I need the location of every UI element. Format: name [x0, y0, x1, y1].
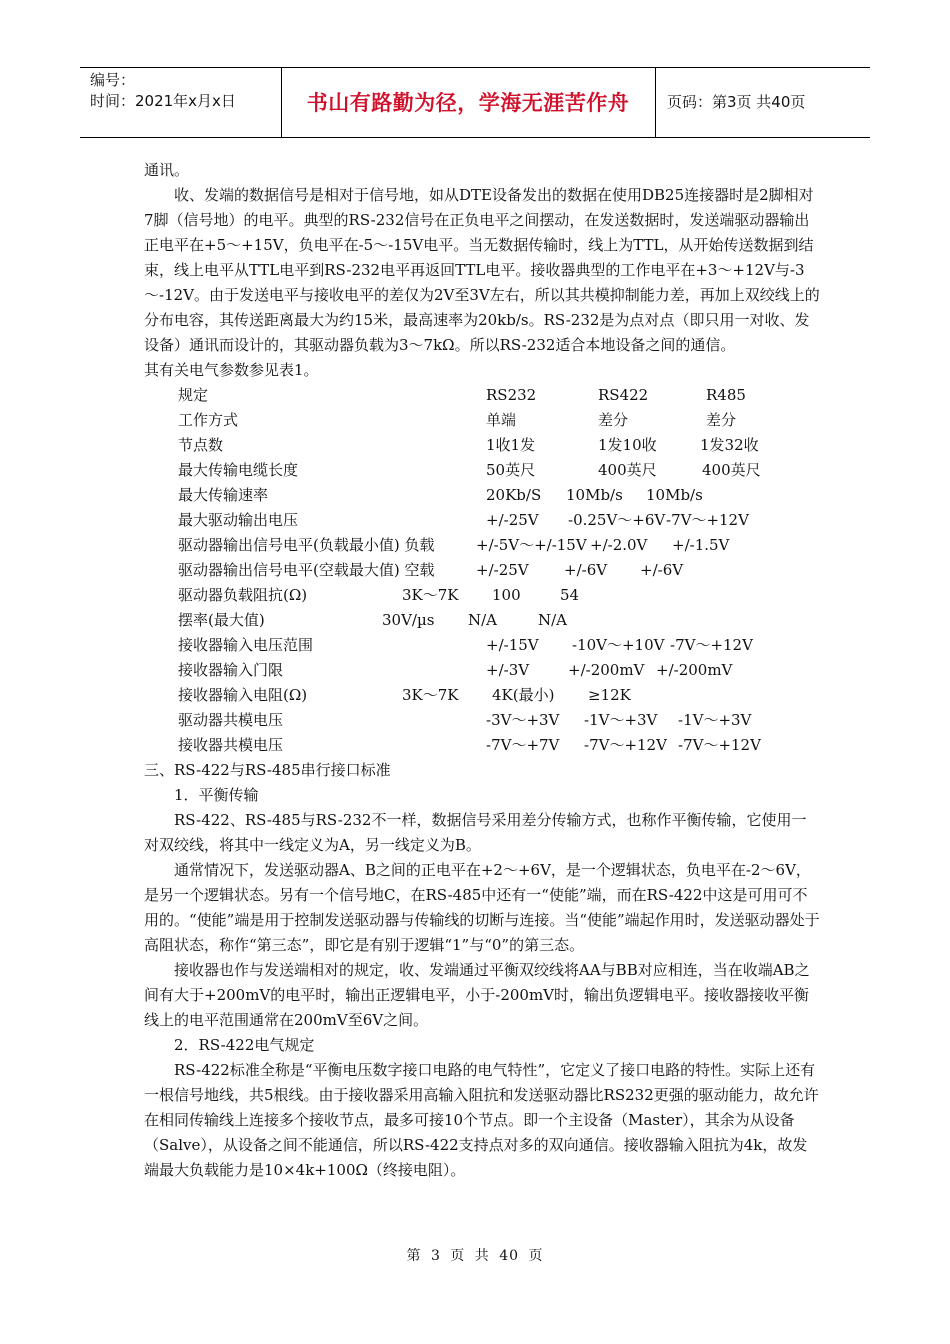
rs422-value: -7V～+12V [584, 736, 667, 754]
rs232-value: -3V～+3V [486, 711, 560, 729]
parameter-name: 接收器输入电阻(Ω) [178, 686, 308, 704]
table-row [144, 608, 844, 633]
rs422-value: 400英尺 [598, 461, 657, 479]
rs422-value: -1V～+3V [584, 711, 658, 729]
rs485-value: 1发32收 [700, 436, 759, 454]
table-row [144, 708, 844, 733]
header-meta [90, 70, 236, 112]
paragraph: RS-422、RS-485与RS-232不一样，数据信号采用差分传输方式，也称作平衡传输，它使用一对双绞线，将其中一线定义为A，另一线定义为B。 [144, 811, 807, 854]
parameter-name: 驱动器负载阻抗(Ω) [178, 586, 308, 604]
table-row [144, 658, 844, 683]
table-row [144, 733, 844, 758]
table-row [144, 558, 844, 583]
table-row [144, 533, 844, 558]
paragraph: 其有关电气参数参见表1。 [144, 361, 319, 379]
paragraph: 收、发端的数据信号是相对于信号地，如从DTE设备发出的数据在使用DB25连接器时是2脚相对7脚（信号地）的电平。典型的RS-232信号在正负电平之间摆动，在发送数据时，发送端驱动器输出正电平在+5～+15V，负电平在-5～-15V电平。当无数据传输时，线上为TTL，从开始传送数据到结束，线上电平从TTL电平到RS-232电平再返回TTL电平。接收器典型的工作电平在+3～+12V与-3～-12V。由于发送电平与接收电平的差仅为2V至3V左右，所以其共模抑制能力差，再加上双绞线上的分布电容，其传送距离最大为约15米，最高速率为20kb/s。RS-232是为点对点（即只用一对收、发设备）通讯而设计的，其驱动器负载为3～7kΩ。所以RS-232适合本地设备之间的通信。 [144, 186, 820, 354]
rs485-value: -7V～+12V [666, 511, 749, 529]
paragraph: 通常情况下，发送驱动器A、B之间的正电平在+2～+6V，是一个逻辑状态，负电平在-2～6V，是另一个逻辑状态。另有一个信号地C，在RS-485中还有一“使能”端，而在RS-422中这是可用可不用的。“使能”端是用于控制发送驱动器与传输线的切断与连接。当“使能”端起作用时，发送驱动器处于高阻状态，称作“第三态”，即它是有别于逻辑“1”与“0”的第三态。 [144, 861, 820, 954]
table-row [144, 383, 844, 408]
parameter-name: 接收器输入门限 [178, 661, 284, 679]
rs232-value: +/-3V [486, 661, 530, 679]
parameter-name: 驱动器输出信号电平(空载最大值) 空载 [178, 561, 435, 579]
header-page-number: 页码：第3页 共40页 [667, 93, 806, 111]
rs422-value: 100 [492, 586, 521, 604]
rs232-value: -7V～+7V [486, 736, 560, 754]
rs422-value: -0.25V～+6V [568, 511, 666, 529]
rs232-value: 单端 [486, 411, 517, 429]
rs232-value: +/-25V [476, 561, 529, 579]
rs485-value: +/-1.5V [672, 536, 730, 554]
page-footer: 第 3 页 共 40 页 [406, 1248, 544, 1264]
rs232-value: +/-15V [486, 636, 539, 654]
rs485-value: 差分 [706, 411, 737, 429]
rs485-value: 54 [560, 586, 580, 604]
subsection-heading: 2．RS-422电气规定 [174, 1036, 315, 1054]
rs485-value: 10Mb/s [646, 486, 703, 504]
parameter-name: 规定 [178, 386, 209, 404]
parameter-name: 接收器共模电压 [178, 736, 284, 754]
table-row [144, 433, 844, 458]
parameter-name: 工作方式 [178, 411, 239, 429]
rs485-value: -7V～+12V [670, 636, 753, 654]
parameter-name: 最大传输电缆长度 [178, 461, 299, 479]
header-motto: 书山有路勤为径，学海无涯苦作舟 [306, 91, 630, 115]
rs485-value: +/-6V [640, 561, 684, 579]
rs422-value: -10V～+10V [572, 636, 665, 654]
table-row [144, 408, 844, 433]
parameter-name: 驱动器共模电压 [178, 711, 284, 729]
parameter-name: 摆率(最大值) [178, 611, 265, 629]
paragraph: 通讯。 [144, 161, 190, 179]
rs485-value: -7V～+12V [678, 736, 761, 754]
document-number-label: 编号： [90, 71, 136, 89]
section-heading: 三、RS-422与RS-485串行接口标准 [144, 761, 391, 779]
rs232-value: 50英尺 [486, 461, 536, 479]
table-row [144, 508, 844, 533]
rs232-value: 20Kb/S [486, 486, 542, 504]
rs422-value: N/A [468, 611, 498, 629]
subsection-heading: 1．平衡传输 [174, 786, 259, 804]
parameter-name: 最大传输速率 [178, 486, 269, 504]
rs422-value: 差分 [598, 411, 629, 429]
rs422-value: +/-200mV [568, 661, 645, 679]
rs485-value: N/A [538, 611, 568, 629]
rs422-value: +/-2.0V [590, 536, 648, 554]
rs232-value: RS232 [486, 386, 537, 404]
rs232-value: 1收1发 [486, 436, 536, 454]
paragraph: 接收器也作与发送端相对的规定，收、发端通过平衡双绞线将AA与BB对应相连，当在收端AB之间有大于+200mV的电平时，输出正逻辑电平，小于-200mV时，输出负逻辑电平。接收器接收平衡线上的电平范围通常在200mV至6V之间。 [144, 961, 810, 1029]
document-body [144, 158, 820, 1183]
table-row [144, 458, 844, 483]
rs422-value: +/-6V [564, 561, 608, 579]
rs485-value: +/-200mV [656, 661, 733, 679]
rs422-value: 4K(最小) [492, 686, 555, 704]
parameter-name: 最大驱动输出电压 [178, 511, 299, 529]
parameter-name: 节点数 [178, 436, 224, 454]
rs232-value: 30V/µs [382, 611, 435, 629]
table-row [144, 483, 844, 508]
rs485-value: -1V～+3V [678, 711, 752, 729]
rs422-value: 10Mb/s [566, 486, 623, 504]
paragraph: RS-422标准全称是“平衡电压数字接口电路的电气特性”，它定义了接口电路的特性。实际上还有一根信号地线，共5根线。由于接收器采用高输入阻抗和发送驱动器比RS232更强的驱动能力，故允许在相同传输线上连接多个接收节点，最多可接10个节点。即一个主设备（Master），其余为从设备（Salve），从设备之间不能通信，所以RS-422支持点对多的双向通信。接收器输入阻抗为4k，故发端最大负载能力是10×4k+100Ω（终接电阻）。 [144, 1061, 819, 1179]
document-date-label: 时间：2021年x月x日 [90, 92, 236, 110]
rs485-value: ≥12K [588, 686, 631, 704]
rs232-value: 3K～7K [402, 586, 459, 604]
page-header [80, 67, 870, 138]
rs422-value: 1发10收 [598, 436, 657, 454]
rs485-value: R485 [706, 386, 746, 404]
header-divider [655, 68, 656, 137]
table-row [144, 633, 844, 658]
electrical-parameter-table [144, 383, 820, 758]
parameter-name: 驱动器输出信号电平(负载最小值) 负载 [178, 536, 435, 554]
rs485-value: 400英尺 [702, 461, 761, 479]
rs232-value: 3K～7K [402, 686, 459, 704]
rs422-value: RS422 [598, 386, 649, 404]
table-row [144, 583, 844, 608]
table-row [144, 683, 844, 708]
rs232-value: +/-5V～+/-15V [476, 536, 587, 554]
rs232-value: +/-25V [486, 511, 539, 529]
parameter-name: 接收器输入电压范围 [178, 636, 314, 654]
